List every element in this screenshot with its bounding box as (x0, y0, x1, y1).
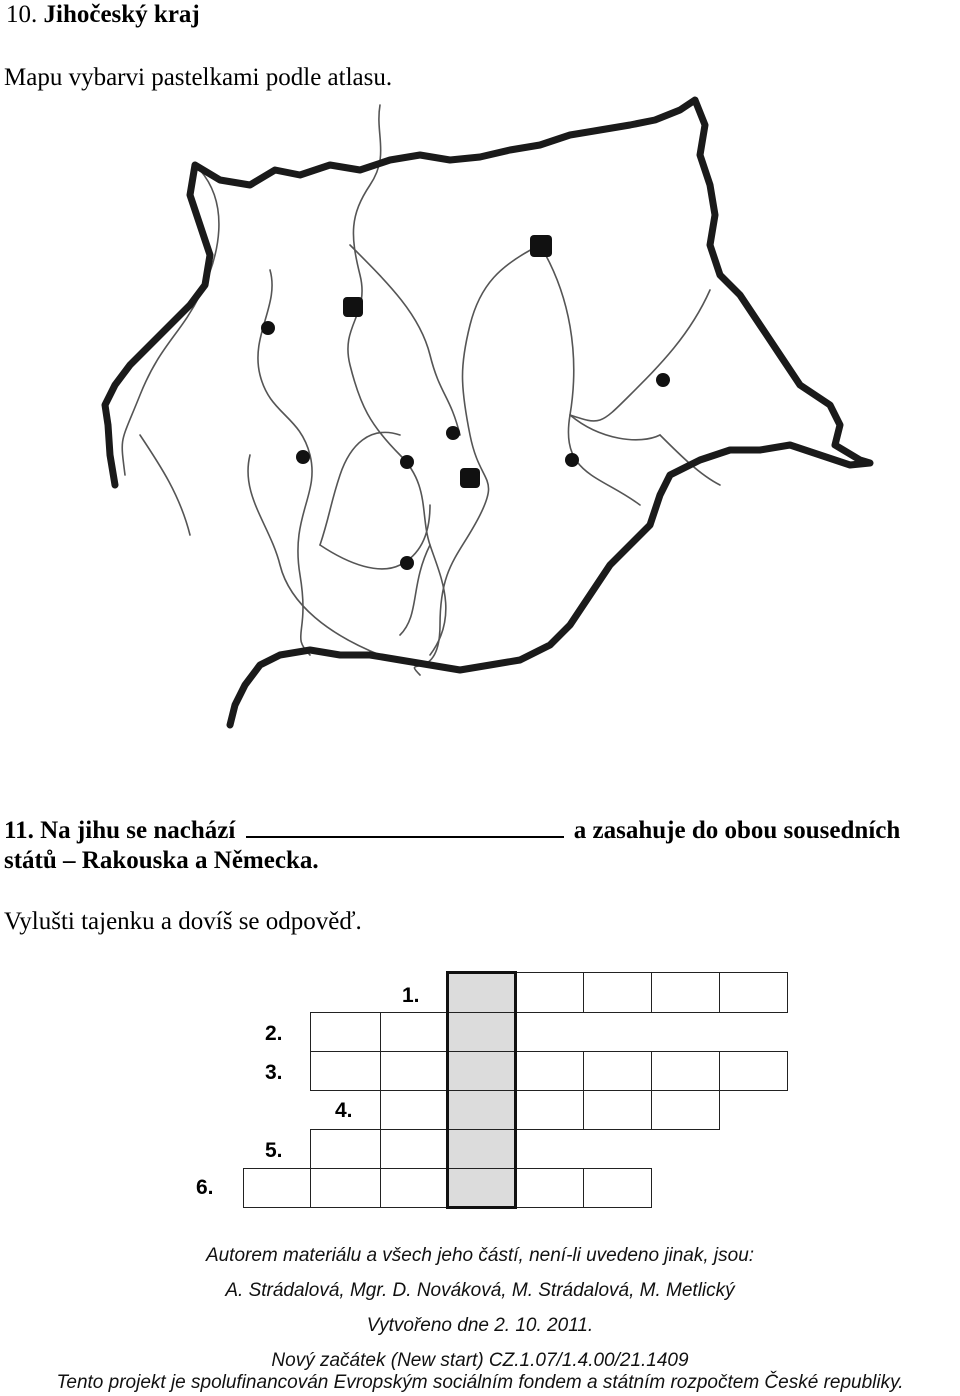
crossword-cell[interactable] (515, 1168, 584, 1208)
task-10-instruction: Mapu vybarvi pastelkami podle atlasu. (4, 64, 393, 91)
task-11-number: 11. (4, 817, 34, 844)
crossword-cell-secret[interactable] (447, 1168, 516, 1208)
crossword-cell[interactable] (310, 1129, 381, 1169)
river (540, 245, 640, 505)
crossword-cell-secret[interactable] (447, 1012, 516, 1052)
river (348, 105, 446, 655)
crossword-cell[interactable] (651, 1090, 720, 1130)
crossword-cell[interactable] (310, 1012, 381, 1052)
clue-number: 1. (402, 984, 420, 1007)
towns (261, 235, 670, 570)
crossword-cell[interactable] (380, 1012, 448, 1052)
crossword-cell[interactable] (380, 1090, 448, 1130)
footer-created: Vytvořeno dne 2. 10. 2011. (366, 1315, 594, 1336)
clue-number: 6. (196, 1176, 214, 1199)
crossword-cell[interactable] (310, 1168, 381, 1208)
clue-number: 3. (265, 1061, 283, 1084)
crossword-cell-secret[interactable] (447, 1051, 516, 1091)
crossword-instruction: Vylušti tajenku a dovíš se odpověď. (4, 908, 362, 935)
crossword-cell[interactable] (380, 1051, 448, 1091)
crossword-cell[interactable] (310, 1051, 381, 1091)
answer-blank[interactable] (246, 814, 564, 838)
crossword-cell[interactable] (651, 972, 720, 1013)
crossword-cell[interactable] (515, 1051, 584, 1091)
river (414, 245, 540, 675)
crossword-cell-secret[interactable] (447, 1129, 516, 1169)
crossword-cell[interactable] (583, 972, 652, 1013)
task-11-line2: států – Rakouska a Německa. (4, 847, 319, 874)
town-marker (446, 426, 460, 440)
crossword-cell[interactable] (515, 972, 584, 1013)
region-border (105, 100, 870, 725)
town-marker (343, 297, 363, 317)
clue-number: 2. (265, 1022, 283, 1045)
crossword-cell[interactable] (243, 1168, 311, 1208)
crossword (0, 968, 960, 1213)
footer-funding: Tento projekt je spolufinancován Evropským sociálním fondem a státním rozpočtem České republiky. (56, 1372, 904, 1393)
town-marker (400, 556, 414, 570)
clue-number: 5. (265, 1139, 283, 1162)
rivers (122, 105, 720, 675)
footer-authors: A. Strádalová, Mgr. D. Nováková, M. Strádalová, M. Metlický (225, 1280, 735, 1301)
river (248, 455, 380, 655)
task-10-heading (6, 0, 200, 30)
region-map (100, 95, 880, 735)
footer-project-code: Nový začátek (New start) CZ.1.07/1.4.00/21.1409 (271, 1350, 689, 1371)
town-marker (296, 450, 310, 464)
river (320, 432, 400, 545)
crossword-cell-secret[interactable] (447, 1090, 516, 1130)
town-marker (460, 468, 480, 488)
crossword-cell[interactable] (719, 1051, 788, 1091)
river (140, 435, 190, 535)
town-marker (530, 235, 552, 257)
task-10-number: 10. (6, 1, 38, 28)
crossword-cell[interactable] (380, 1129, 448, 1169)
crossword-cell[interactable] (651, 1051, 720, 1091)
task-11-line1 (4, 814, 960, 846)
crossword-cell[interactable] (583, 1051, 652, 1091)
river (570, 290, 710, 421)
town-marker (261, 321, 275, 335)
river (350, 245, 460, 435)
footer-authors-label: Autorem materiálu a všech jeho částí, není-li uvedeno jinak, jsou: (205, 1245, 755, 1266)
clue-number: 4. (335, 1099, 353, 1122)
town-marker (565, 453, 579, 467)
crossword-cell[interactable] (380, 1168, 448, 1208)
task-10-title: Jihočeský kraj (43, 1, 200, 28)
crossword-cell[interactable] (719, 972, 788, 1013)
river (320, 505, 430, 569)
crossword-cell[interactable] (515, 1090, 584, 1130)
crossword-cell-secret[interactable] (447, 972, 516, 1013)
town-marker (656, 373, 670, 387)
task-11-question (4, 814, 960, 876)
task-11-text-before: Na jihu se nachází (40, 817, 236, 844)
task-11-text-after: a zasahuje do obou sousedních (573, 817, 901, 844)
crossword-cell[interactable] (583, 1090, 652, 1130)
town-marker (400, 455, 414, 469)
crossword-cell[interactable] (583, 1168, 652, 1208)
